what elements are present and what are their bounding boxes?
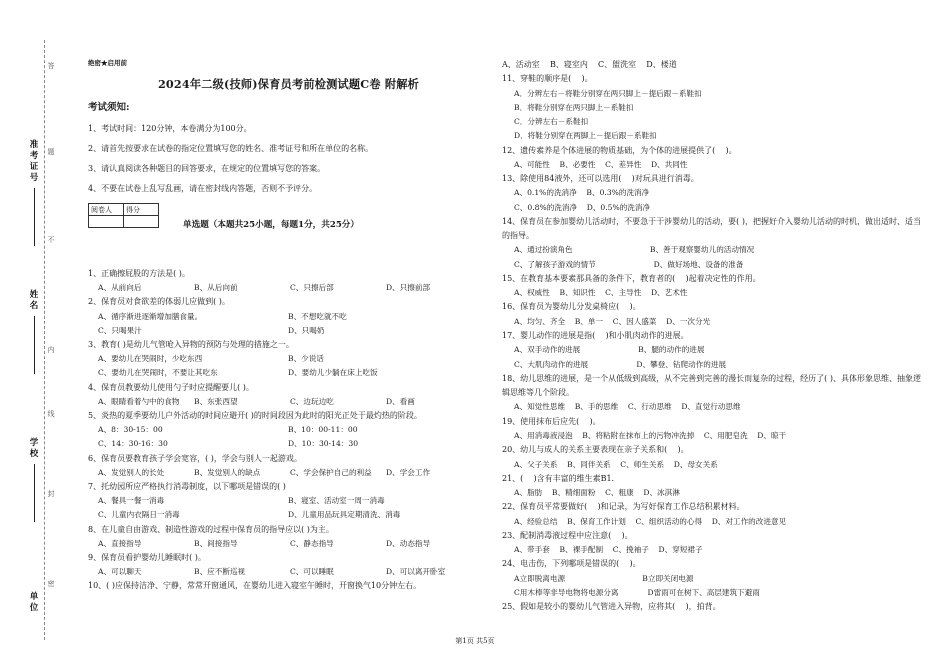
answer-option[interactable]: A、脂肪 B、精细面粉 C、粗康 D、冰淇淋 [514, 488, 680, 498]
option-row [98, 537, 491, 551]
exam-title: 2024年二级(技师)保育员考前检测试题C卷 附解析 [157, 77, 420, 91]
option-row [98, 565, 491, 579]
admission-number-label: 准考证号 [29, 140, 39, 183]
answer-option[interactable]: B、从后向前 [194, 283, 238, 293]
answer-option[interactable]: D、只喝奶 [288, 325, 325, 335]
answer-option[interactable]: A、权威性 B、知识性 C、主导性 D、艺术性 [514, 288, 688, 298]
question-stem: 23、配制消毒液过程中应注意( )。 [502, 530, 633, 540]
section-header [86, 203, 491, 231]
admission-number-rule [34, 188, 35, 246]
question-stem: 4、保育员教要幼儿使用勺子时应提醒要儿( )。 [88, 382, 254, 392]
answer-option[interactable]: A、要幼儿在哭闹时，少吃东西 [98, 354, 203, 364]
answer-option[interactable]: D、儿童用品玩具定期清洗、消毒 [288, 510, 401, 520]
answer-option[interactable]: B、少说话 [288, 354, 324, 364]
binding-word: 题 [47, 148, 55, 156]
answer-option[interactable]: C、大肌肉动作的进展 D、攀登、钻爬动作的进展 [514, 359, 727, 369]
answer-option[interactable]: A、知觉性思维 B、手的思维 C、行动思维 D、直觉行动思维 [514, 402, 741, 412]
option-row [98, 352, 491, 366]
answer-option[interactable]: A．分辨左右－将鞋分别穿在两只脚上－提后跟－系鞋扣 [514, 88, 702, 98]
answer-option[interactable]: A、从前向后 [98, 283, 142, 293]
unit-label: 单位 [29, 592, 39, 613]
answer-option[interactable]: A、循序渐进逐渐增加膳食量。 [98, 311, 203, 321]
answer-option[interactable]: C、了解孩子游戏的情节 D、做好场地、设备的准备 [514, 259, 744, 269]
answer-option[interactable]: B、间接指导 [194, 538, 238, 548]
answer-option[interactable]: A立即脱离电源 B立即关闭电源 [514, 573, 694, 583]
answer-option[interactable]: D、要幼儿少躺在床上吃饭 [288, 368, 378, 378]
answer-option[interactable]: C、要幼儿在哭闹时，不要让其吃东 [98, 368, 218, 378]
answer-option[interactable]: A、通过扮演角色 B、善于观察婴幼儿的活动情况 [514, 245, 755, 255]
option-row [98, 466, 491, 480]
answer-option[interactable]: A、用消毒液浸泡 B、将粘附在抹布上的污物冲洗掉 C、用肥皂洗 D、晾干 [514, 430, 787, 440]
option-row [98, 423, 491, 437]
answer-option[interactable]: A、0.1%的洗消净 B、0.3%的洗消净 [514, 188, 650, 198]
answer-option[interactable]: A、均匀、齐全 B、单一 C、因人盛菜 D、一次分光 [514, 316, 711, 326]
question-stem: 7、托幼园所应严格执行消毒制度，以下哪项是错误的( ) [88, 482, 286, 492]
binding-word: 封 [47, 490, 55, 498]
option-row [98, 437, 491, 451]
binding-word: 不 [47, 236, 55, 244]
answer-option[interactable]: C、学会保护自己的利益 [290, 467, 372, 477]
answer-option[interactable]: B、发觉别人的缺点 [194, 467, 261, 477]
notice-heading: 考试须知: [88, 102, 130, 113]
question-stem: 24、电击伤，下列哪项是错误的( )。 [502, 559, 641, 569]
notice-rule: 4、不要在试卷上乱写乱画，请在密封线内答题，否则不予评分。 [88, 184, 318, 193]
binding-top-word: 答 [47, 62, 55, 70]
question-stem: 5、炎热的夏季要幼儿户外活动的时间应避开( )的时间段因为此时的阳光正处于最灼热的阶段。 [88, 411, 422, 421]
binding-strip [0, 0, 72, 671]
question-stem: 13、除使用84液外，还可以选用( )对玩具进行消毒。 [502, 174, 699, 184]
answer-option[interactable]: C用木棒等非导电物将电源分离 D雷雨可在树下、高层建筑下避雨 [514, 587, 760, 597]
question-stem: 6、保育员要教育孩子学会宽容，( )，学会与别人一起游戏。 [88, 453, 302, 463]
question-stem: 17、婴儿动作的进展是指( )和小肌肉动作的进展。 [502, 330, 689, 340]
question-stem: 18、幼儿思维的进展，是一个从低级到高级，从不完善到完善的漫长而复杂的过程，经历了( )、具体形象思维、抽象逻辑思维等几个阶段。 [502, 373, 921, 398]
question-stem: 19、使用抹布后应先( )。 [502, 416, 601, 426]
answer-option[interactable]: A、父子关系 B、同伴关系 C、师生关系 D、母女关系 [514, 459, 718, 469]
answer-option[interactable]: A、直接指导 [98, 538, 142, 548]
secret-mark: 绝密★启用前 [88, 59, 127, 67]
answer-option[interactable]: C、边玩边吃 [290, 396, 334, 406]
question-stem: 10、( )应保持洁净、宁静，常常开窗通风，在婴幼儿进入寝室午睡时，开窗换气10分钟左右。 [88, 581, 422, 591]
question-stem: 3、教育( )是幼儿气管呛入异物的预防与处理的措施之一。 [88, 340, 294, 350]
reviewer-entry[interactable] [89, 216, 124, 228]
score-cell: 得分 [124, 204, 159, 216]
answer-option[interactable]: A、可能性 B、必要性 C、差异性 D、共同性 [514, 159, 688, 169]
answer-option[interactable]: C、儿童内衣隔日一消毒 [98, 510, 180, 520]
notice-rule: 2、请首先按要求在试卷的指定位置填写您的姓名、准考证号和所在单位的名称。 [88, 144, 374, 153]
answer-option[interactable]: D、动态指导 [386, 538, 431, 548]
notice-rule: 1、考试时间：120分钟，本卷满分为100分。 [88, 124, 252, 133]
answer-option[interactable]: B、应不断巡视 [194, 567, 246, 577]
option-row [98, 494, 491, 508]
answer-option[interactable]: D．将鞋分别穿在两脚上－提后跟－系鞋扣 [514, 131, 657, 141]
option-row [98, 508, 491, 522]
option-row [98, 281, 491, 295]
score-entry[interactable] [124, 216, 159, 228]
option-row [98, 366, 491, 380]
answer-option[interactable]: C、只喝果汁 [98, 325, 142, 335]
right-column [502, 58, 922, 614]
seal-line [44, 40, 45, 640]
answer-option[interactable]: C、静态指导 [290, 538, 334, 548]
answer-option[interactable]: C、14：30-16：30 [98, 439, 168, 449]
answer-option[interactable]: B、不想吃就不吃 [288, 311, 347, 321]
left-column [86, 58, 491, 594]
question-stem: 8、在儿童自由游戏、制造性游戏的过程中保育员的指导应以( )为主。 [88, 524, 334, 534]
question-stem: 11、穿鞋的顺序是( )。 [502, 74, 593, 84]
answer-option[interactable]: A、发觉别人的长处 [98, 467, 165, 477]
reviewer-cell: 阅卷人 [89, 204, 124, 216]
school-label: 学校 [29, 438, 39, 459]
answer-option[interactable]: B、10：00-11：00 [288, 425, 358, 435]
binding-word: 内 [47, 346, 55, 354]
name-rule [34, 316, 35, 374]
question-stem: 20、幼儿与成人的关系主要表现在亲子关系和( )。 [502, 445, 689, 455]
answer-option[interactable]: D、可以离开卧室 [386, 567, 446, 577]
question-stem: 25、假如是较小的婴幼儿气管进入异物，应将其( )，拍背。 [502, 602, 721, 612]
question-stem: 15、在教育基本要素那具备的条件下，教育者的( )起着决定性的作用。 [502, 273, 761, 283]
answer-option[interactable]: C、可以睡眠 [290, 567, 334, 577]
school-rule [34, 464, 35, 522]
answer-option[interactable]: A、8：30-15：00 [98, 425, 163, 435]
option-row [98, 395, 491, 409]
section-title: 单选题（本题共25小题，每题1分，共25分） [183, 220, 359, 230]
answer-option[interactable]: A、眼睛看着勺中的食物 [98, 396, 180, 406]
option-row [98, 310, 491, 324]
option-row [98, 324, 491, 338]
answer-option[interactable]: D、学会工作 [386, 467, 431, 477]
answer-option[interactable]: C、只擦后部 [290, 283, 334, 293]
answer-option[interactable]: B、东张西望 [194, 396, 238, 406]
page-footer: 第1页 共5页 [455, 637, 495, 645]
question-stem: 9、保育员看护婴幼儿睡眠时( )。 [88, 553, 206, 563]
answer-option[interactable]: A、双手动作的进展 B、腿的动作的进展 [514, 345, 705, 355]
answer-option[interactable]: D、只擦前部 [386, 283, 431, 293]
answer-option[interactable]: C．分辨左右－系鞋扣 [514, 117, 589, 127]
answer-option[interactable]: D、10：30-14：30 [288, 439, 359, 449]
answer-option[interactable]: C、0.8%的洗消净 D、0.5%的洗消净 [514, 202, 651, 212]
question-stem: A、活动室 B、寝室内 C、盥洗室 D、楼道 [502, 60, 677, 69]
question-stem: 1、正确擦屁股的方法是( )。 [88, 269, 190, 278]
question-stem: 12、遗传素养是个体进展的物质基础，为个体的进展提供了( )。 [502, 145, 737, 155]
answer-option[interactable]: B．将鞋分别穿在两只脚上－系鞋扣 [514, 102, 634, 112]
question-stem: 22、保育员平常要做好( )和记录，为写好保育工作总结积累材料。 [502, 502, 745, 512]
question-stem: 14、保育员在参加婴幼儿活动时，不要急于干涉婴幼儿的活动，要( )，把握好介入婴幼儿活动的时机，做出适时、适当的指导。 [502, 216, 921, 241]
answer-option[interactable]: B、寝室、活动室一周一消毒 [288, 496, 385, 506]
answer-option[interactable]: A、可以聊天 [98, 567, 142, 577]
score-table [88, 203, 159, 228]
notice-rule: 3、请认真阅读各种题目的回答要求，在规定的位置填写您的答案。 [88, 164, 326, 173]
name-label: 姓名 [29, 290, 39, 311]
question-stem: 21、( )含有丰富的维生素B1. [502, 473, 615, 483]
question-stem: 16、保育员为婴幼儿分发桌椅应( )。 [502, 302, 641, 312]
answer-option[interactable]: A、经验总结 B、保育工作计划 C、组织活动的心得 D、对工作的改进意见 [514, 516, 787, 526]
binding-word: 线 [47, 410, 55, 418]
answer-option[interactable]: A、带手套 B、裸手配制 C、挽袖子 D、穿短裙子 [514, 545, 703, 555]
binding-word: 密 [47, 580, 55, 588]
left-questions [86, 267, 491, 594]
question-stem: 2、保育员对食欲差的体弱儿应做到( )。 [88, 297, 230, 307]
answer-option[interactable]: A、餐具一餐一消毒 [98, 496, 165, 506]
answer-option[interactable]: D、看画 [386, 396, 415, 406]
